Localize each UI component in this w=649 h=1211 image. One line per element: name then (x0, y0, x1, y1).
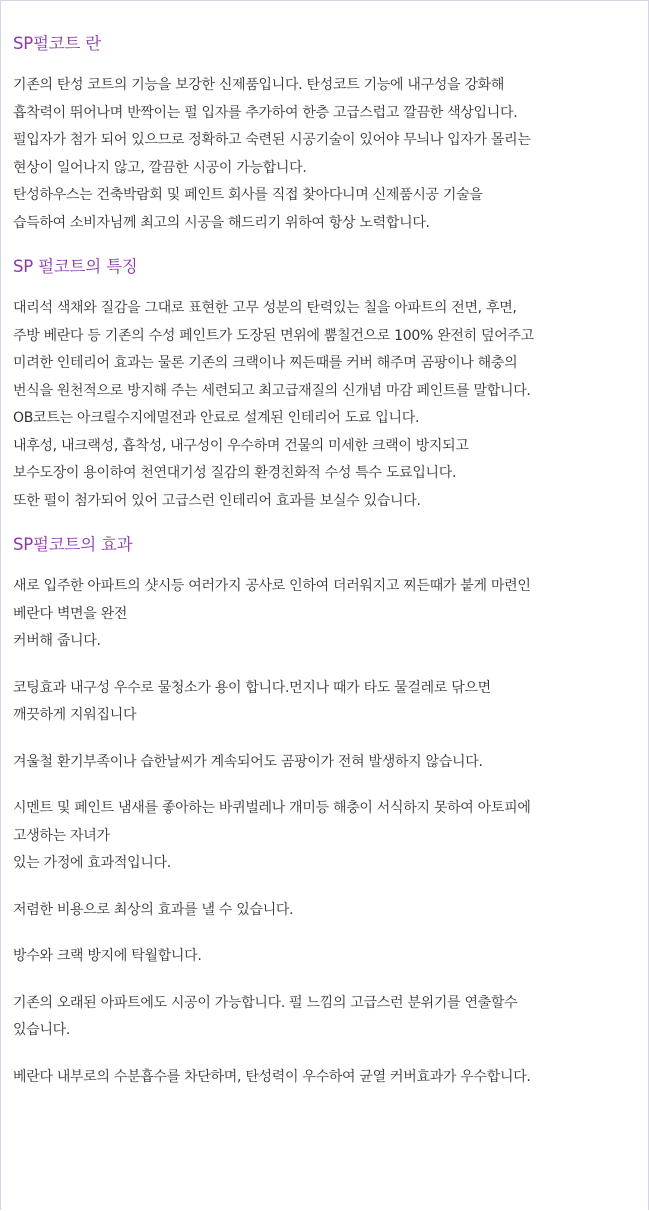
text-line: 방수와 크랙 방지에 탁월합니다. (13, 948, 202, 964)
text-line: 기존의 탄성 코트의 기능을 보강한 신제품입니다. 탄성코트 기능에 내구성을 강화해 (13, 77, 505, 93)
section-title: SP 펄코트의 특징 (13, 257, 138, 276)
effect-item (13, 795, 639, 878)
text-line: 커버해 줍니다. (13, 633, 101, 649)
text-line: 보수도장이 용이하여 천연대기성 질감의 환경친화적 수성 특수 도료입니다. (13, 465, 457, 481)
section-title: SP펄코트의 효과 (13, 535, 133, 554)
text-line: 미려한 인테리어 효과는 물론 기존의 크랙이나 찌든때를 커버 해주며 곰팡이나 해충의 (13, 355, 518, 371)
text-line: 겨울철 환기부족이나 습한날씨가 계속되어도 곰팡이가 전혀 발생하지 않습니다. (13, 753, 483, 770)
effect-item (13, 990, 639, 1045)
document-content (13, 30, 639, 1110)
section-intro (13, 30, 639, 237)
text-line: 또한 펄이 첨가되어 있어 고급스런 인테리어 효과를 보실수 있습니다. (13, 492, 421, 509)
text-line: 코팅효과 내구성 우수로 물청소가 용이 합니다.먼지나 때가 타도 물걸레로 닦으면 (13, 679, 491, 696)
section-features (13, 253, 639, 515)
text-line: OB코트는 아크릴수지에멀전과 안료로 설계된 인테리어 도료 입니다. (13, 410, 420, 426)
text-line: 탄성하우스는 건축박람회 및 페인트 회사를 직접 찾아다니며 신제품시공 기술을 (13, 187, 483, 203)
effect-item (13, 943, 639, 971)
text-line: 대리석 색채와 질감을 그대로 표현한 고무 성분의 탄력있는 칠을 아파트의 전면, 후면, (13, 300, 517, 316)
section-title: SP펄코트 란 (13, 34, 102, 53)
text-line: 새로 입주한 아파트의 샷시등 여러가지 공사로 인하여 더러워지고 찌든때가 붙게 마련인 (13, 578, 531, 594)
section-effects (13, 531, 639, 1091)
text-line: 시멘트 및 페인트 냄새를 좋아하는 바퀴벌레나 개미등 해충이 서식하지 못하여 아토피에 (13, 800, 531, 816)
text-line: 있는 가정에 효과적입니다. (13, 855, 171, 871)
text-line: 고생하는 자녀가 (13, 827, 110, 844)
text-line: 펄입자가 첨가 되어 있으므로 정확하고 숙련된 시공기술이 있어야 무늬나 입자가 몰리는 (13, 132, 531, 148)
effect-item (13, 675, 639, 730)
effect-item (13, 897, 639, 925)
text-line: 내후성, 내크랙성, 흡착성, 내구성이 우수하며 건물의 미세한 크랙이 방지되고 (13, 437, 469, 454)
text-line: 번식을 원천적으로 방지해 주는 세련되고 최고급재질의 신개념 마감 페인트를 말합니다. (13, 382, 531, 399)
effect-item (13, 749, 639, 777)
text-line: 주방 베란다 등 기존의 수성 페인트가 도장된 면위에 뿜칠건으로 100% 완전히 덮어주고 (13, 327, 534, 344)
text-line: 베란다 내부로의 수분흡수를 차단하며, 탄성력이 우수하여 균열 커버효과가 우수합니다. (13, 1068, 531, 1085)
intro-paragraph (13, 72, 639, 237)
effect-item (13, 573, 639, 656)
text-line: 있습니다. (13, 1022, 71, 1038)
text-line: 깨끗하게 지워집니다 (13, 707, 137, 723)
text-line: 저렴한 비용으로 최상의 효과를 낼 수 있습니다. (13, 901, 294, 918)
features-paragraph (13, 295, 639, 515)
effect-item (13, 1064, 639, 1092)
text-line: 베란다 벽면을 완전 (13, 605, 128, 622)
text-line: 습득하여 소비자님께 최고의 시공을 해드리기 위하여 항상 노력합니다. (13, 214, 430, 231)
text-line: 흡착력이 뛰어나며 반짝이는 펄 입자를 추가하여 한층 고급스럽고 깔끔한 색상입니다. (13, 104, 518, 121)
text-line: 기존의 오래된 아파트에도 시공이 가능합니다. 펄 느낌의 고급스런 분위기를 연출할수 (13, 994, 518, 1011)
text-line: 현상이 일어나지 않고, 깔끔한 시공이 가능합니다. (13, 159, 307, 176)
